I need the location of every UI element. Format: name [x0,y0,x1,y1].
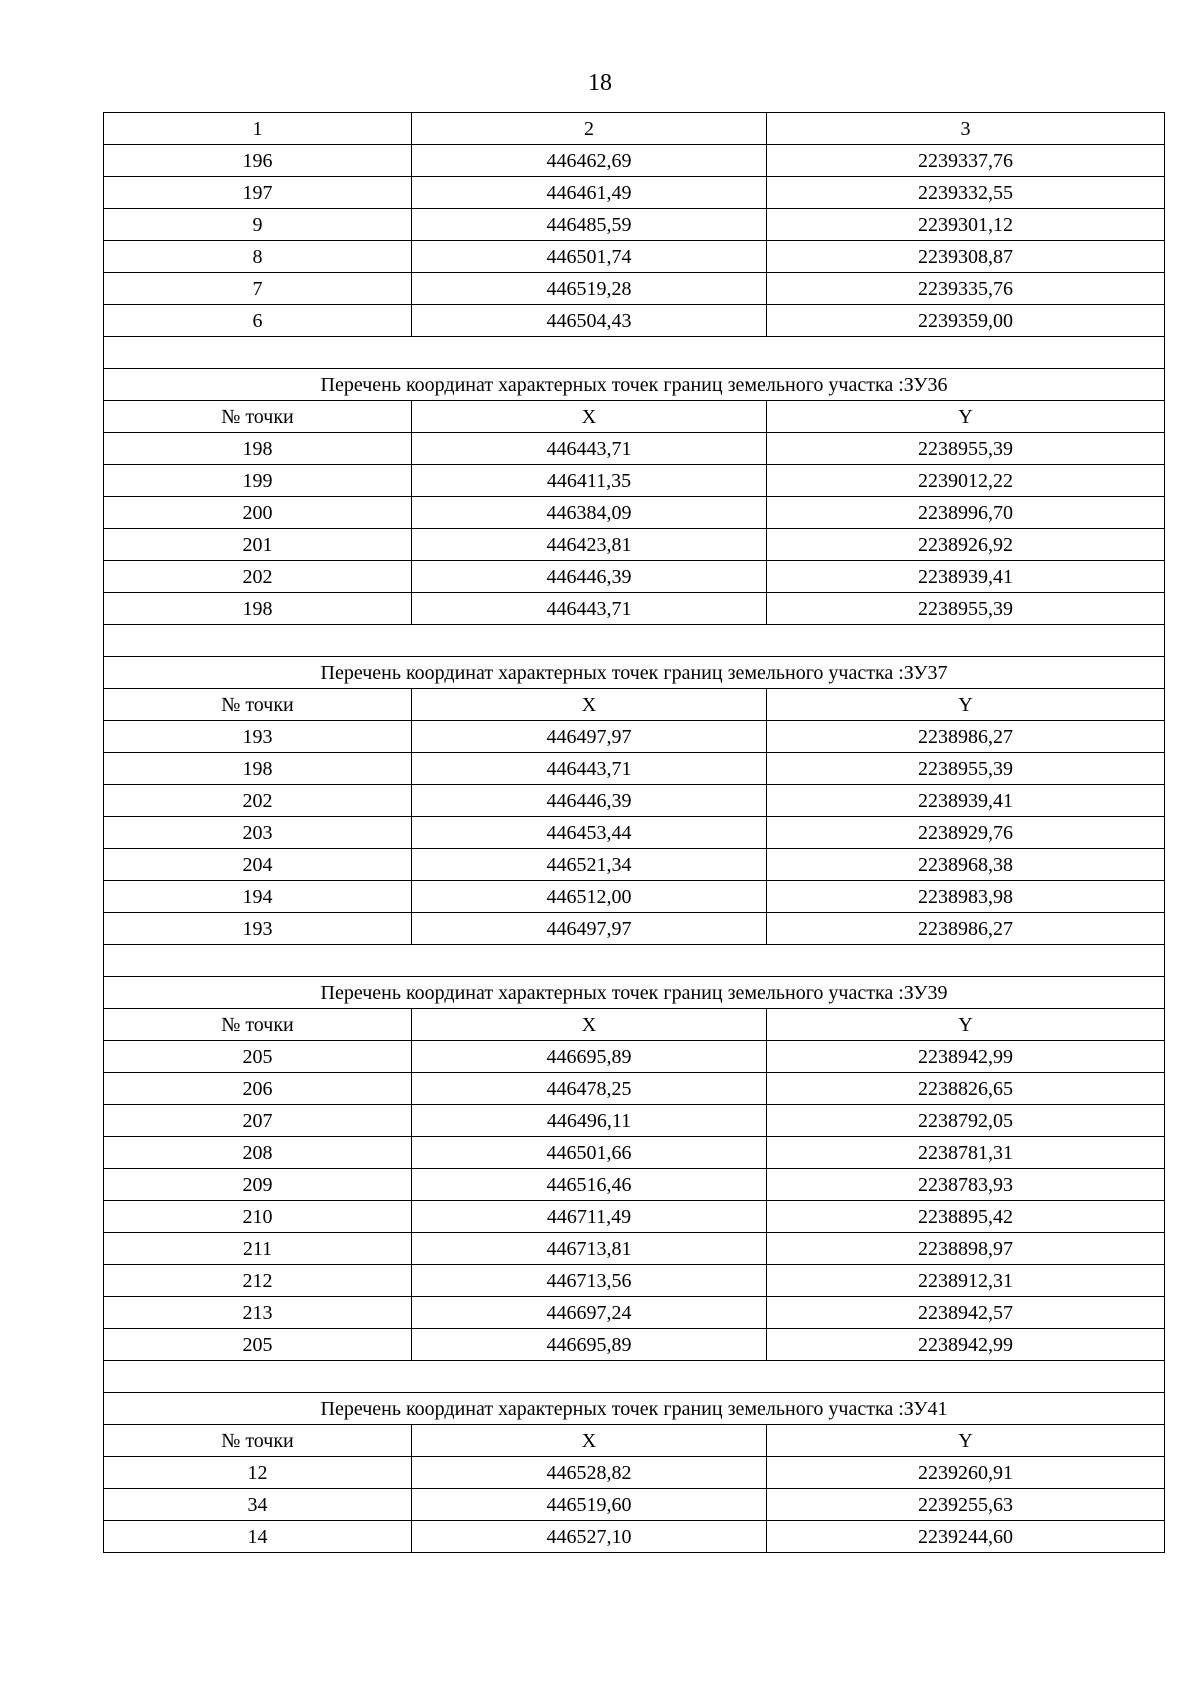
table-row [104,305,1165,337]
y-coordinate-cell: 2238783,93 [767,1169,1165,1201]
y-coordinate-cell: 2239308,87 [767,241,1165,273]
y-coordinate-cell: 2238968,38 [767,849,1165,881]
table-row [104,849,1165,881]
y-coordinate-cell: 2239244,60 [767,1521,1165,1553]
point-number-cell: 204 [104,849,412,881]
point-number-cell: 200 [104,497,412,529]
x-coordinate-cell: 446528,82 [412,1457,767,1489]
table-row [104,145,1165,177]
point-number-cell: 34 [104,1489,412,1521]
y-coordinate-cell: 2239301,12 [767,209,1165,241]
x-coordinate-cell: 446695,89 [412,1329,767,1361]
point-number-cell: 9 [104,209,412,241]
table-row [104,177,1165,209]
section-title-row [104,657,1165,689]
table-row [104,913,1165,945]
table-row [104,1041,1165,1073]
y-coordinate-cell: 2238942,99 [767,1329,1165,1361]
x-coordinate-cell: 446443,71 [412,593,767,625]
x-header: X [412,1425,767,1457]
x-coordinate-cell: 446497,97 [412,721,767,753]
x-coordinate-cell: 446485,59 [412,209,767,241]
table-row [104,1137,1165,1169]
y-coordinate-cell: 2239260,91 [767,1457,1165,1489]
y-coordinate-cell: 2238942,57 [767,1297,1165,1329]
point-number-cell: 8 [104,241,412,273]
point-number-cell: 198 [104,433,412,465]
x-coordinate-cell: 446496,11 [412,1105,767,1137]
y-header: Y [767,1425,1165,1457]
x-coordinate-cell: 446711,49 [412,1201,767,1233]
table-row [104,753,1165,785]
table-row [104,1073,1165,1105]
x-coordinate-cell: 446446,39 [412,561,767,593]
point-number-cell: 205 [104,1329,412,1361]
point-number-cell: 194 [104,881,412,913]
table-row [104,241,1165,273]
point-number-cell: 6 [104,305,412,337]
point-number-cell: 211 [104,1233,412,1265]
y-coordinate-cell: 2239332,55 [767,177,1165,209]
table-row [104,1201,1165,1233]
table-row [104,1489,1165,1521]
point-number-cell: 202 [104,561,412,593]
column-number-cell: 2 [412,113,767,145]
section-title: Перечень координат характерных точек границ земельного участка :ЗУ41 [104,1393,1165,1425]
section-header-row [104,1009,1165,1041]
x-coordinate-cell: 446697,24 [412,1297,767,1329]
x-coordinate-cell: 446504,43 [412,305,767,337]
point-number-cell: 197 [104,177,412,209]
table-row [104,1105,1165,1137]
x-coordinate-cell: 446443,71 [412,433,767,465]
y-coordinate-cell: 2238939,41 [767,561,1165,593]
y-header: Y [767,401,1165,433]
y-header: Y [767,689,1165,721]
x-coordinate-cell: 446462,69 [412,145,767,177]
y-coordinate-cell: 2238926,92 [767,529,1165,561]
point-number-header: № точки [104,689,412,721]
point-number-cell: 206 [104,1073,412,1105]
section-header-row [104,401,1165,433]
point-number-cell: 14 [104,1521,412,1553]
y-coordinate-cell: 2238996,70 [767,497,1165,529]
y-coordinate-cell: 2238983,98 [767,881,1165,913]
y-coordinate-cell: 2238792,05 [767,1105,1165,1137]
y-coordinate-cell: 2238955,39 [767,753,1165,785]
y-coordinate-cell: 2238986,27 [767,913,1165,945]
x-coordinate-cell: 446516,46 [412,1169,767,1201]
empty-cell [104,945,1165,977]
section-header-row [104,1425,1165,1457]
y-coordinate-cell: 2238781,31 [767,1137,1165,1169]
x-coordinate-cell: 446423,81 [412,529,767,561]
x-coordinate-cell: 446478,25 [412,1073,767,1105]
table-row [104,1169,1165,1201]
section-title: Перечень координат характерных точек границ земельного участка :ЗУ39 [104,977,1165,1009]
y-coordinate-cell: 2238826,65 [767,1073,1165,1105]
x-coordinate-cell: 446461,49 [412,177,767,209]
x-coordinate-cell: 446443,71 [412,753,767,785]
section-header-row [104,689,1165,721]
column-number-cell: 1 [104,113,412,145]
point-number-cell: 193 [104,721,412,753]
x-coordinate-cell: 446411,35 [412,465,767,497]
table-row [104,881,1165,913]
point-number-cell: 208 [104,1137,412,1169]
section-title-row [104,369,1165,401]
table-row [104,1265,1165,1297]
table-row [104,1329,1165,1361]
empty-cell [104,1361,1165,1393]
y-coordinate-cell: 2239255,63 [767,1489,1165,1521]
x-coordinate-cell: 446501,74 [412,241,767,273]
y-coordinate-cell: 2239335,76 [767,273,1165,305]
point-number-cell: 196 [104,145,412,177]
x-coordinate-cell: 446519,60 [412,1489,767,1521]
x-coordinate-cell: 446713,56 [412,1265,767,1297]
empty-cell [104,625,1165,657]
x-header: X [412,1009,767,1041]
point-number-cell: 212 [104,1265,412,1297]
section-spacer-row [104,945,1165,977]
point-number-cell: 207 [104,1105,412,1137]
x-coordinate-cell: 446446,39 [412,785,767,817]
point-number-cell: 12 [104,1457,412,1489]
point-number-cell: 198 [104,753,412,785]
table-row [104,497,1165,529]
coordinates-table-body [104,113,1165,1553]
point-number-cell: 199 [104,465,412,497]
point-number-cell: 193 [104,913,412,945]
table-row [104,721,1165,753]
section-title-row [104,1393,1165,1425]
y-coordinate-cell: 2238895,42 [767,1201,1165,1233]
section-spacer-row [104,1361,1165,1393]
y-coordinate-cell: 2238955,39 [767,593,1165,625]
y-coordinate-cell: 2239337,76 [767,145,1165,177]
point-number-header: № точки [104,1009,412,1041]
y-coordinate-cell: 2239012,22 [767,465,1165,497]
coordinates-table [103,112,1165,1553]
x-header: X [412,689,767,721]
table-row [104,1233,1165,1265]
table-row [104,209,1165,241]
y-coordinate-cell: 2238898,97 [767,1233,1165,1265]
table-row [104,433,1165,465]
table-row [104,785,1165,817]
point-number-cell: 205 [104,1041,412,1073]
table-row [104,529,1165,561]
table-row [104,1297,1165,1329]
empty-cell [104,337,1165,369]
table-row [104,561,1165,593]
x-coordinate-cell: 446501,66 [412,1137,767,1169]
point-number-cell: 203 [104,817,412,849]
column-number-cell: 3 [767,113,1165,145]
point-number-cell: 213 [104,1297,412,1329]
point-number-cell: 210 [104,1201,412,1233]
point-number-cell: 198 [104,593,412,625]
section-title: Перечень координат характерных точек границ земельного участка :ЗУ37 [104,657,1165,689]
x-header: X [412,401,767,433]
table-row [104,1457,1165,1489]
y-coordinate-cell: 2238986,27 [767,721,1165,753]
point-number-header: № точки [104,401,412,433]
y-coordinate-cell: 2238912,31 [767,1265,1165,1297]
x-coordinate-cell: 446521,34 [412,849,767,881]
page-number: 18 [588,70,612,96]
point-number-cell: 7 [104,273,412,305]
x-coordinate-cell: 446497,97 [412,913,767,945]
x-coordinate-cell: 446512,00 [412,881,767,913]
y-coordinate-cell: 2238929,76 [767,817,1165,849]
y-coordinate-cell: 2238939,41 [767,785,1165,817]
y-header: Y [767,1009,1165,1041]
point-number-cell: 209 [104,1169,412,1201]
table-row [104,817,1165,849]
x-coordinate-cell: 446713,81 [412,1233,767,1265]
section-spacer-row [104,337,1165,369]
column-number-row [104,113,1165,145]
y-coordinate-cell: 2239359,00 [767,305,1165,337]
x-coordinate-cell: 446527,10 [412,1521,767,1553]
section-title: Перечень координат характерных точек границ земельного участка :ЗУ36 [104,369,1165,401]
table-row [104,593,1165,625]
x-coordinate-cell: 446453,44 [412,817,767,849]
table-row [104,273,1165,305]
point-number-cell: 201 [104,529,412,561]
x-coordinate-cell: 446384,09 [412,497,767,529]
x-coordinate-cell: 446519,28 [412,273,767,305]
point-number-header: № точки [104,1425,412,1457]
section-title-row [104,977,1165,1009]
point-number-cell: 202 [104,785,412,817]
y-coordinate-cell: 2238942,99 [767,1041,1165,1073]
table-row [104,1521,1165,1553]
table-row [104,465,1165,497]
x-coordinate-cell: 446695,89 [412,1041,767,1073]
y-coordinate-cell: 2238955,39 [767,433,1165,465]
section-spacer-row [104,625,1165,657]
